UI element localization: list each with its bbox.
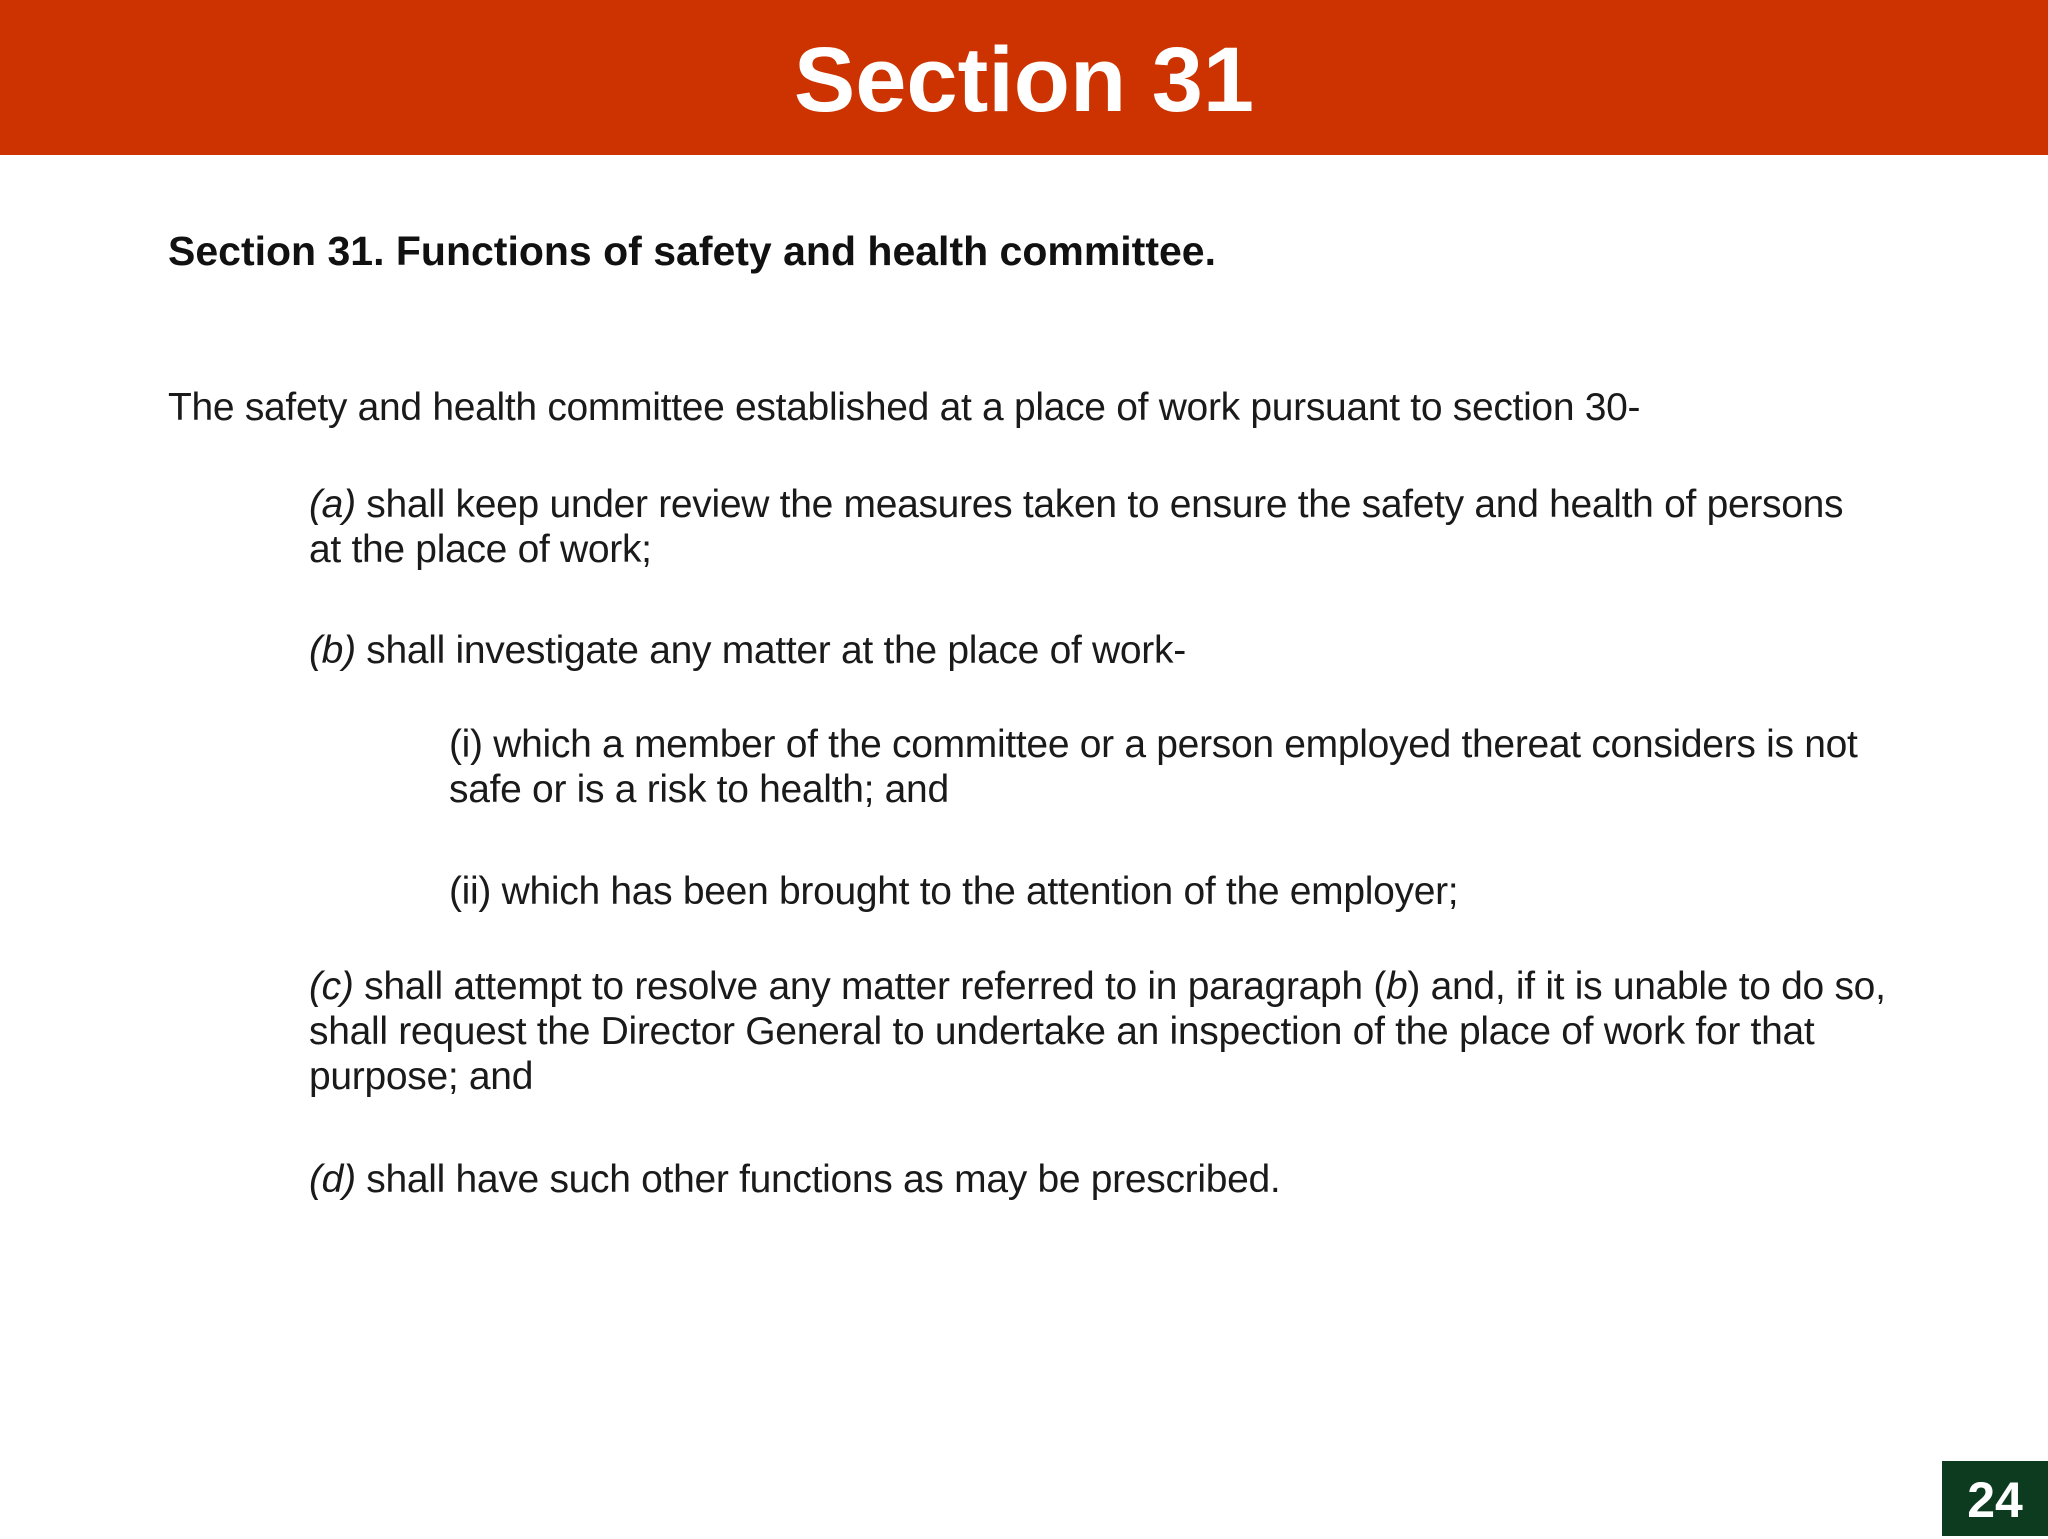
clause-text: shall investigate any matter at the place of work-	[355, 629, 1186, 672]
subclause-i	[449, 722, 1899, 812]
clause-label: (b)	[309, 629, 356, 672]
clause-a	[309, 482, 1869, 572]
paragraph-reference: b	[1386, 965, 1408, 1008]
clause-text: shall have such other functions as may be prescribed.	[355, 1158, 1281, 1201]
clause-d	[309, 1157, 1869, 1202]
clause-text: ) and, if it is unable to do so, shall request the Director General to undertake an inspection of the place of work for that purpose; and	[309, 965, 1886, 1098]
clause-b	[309, 628, 1869, 673]
subclause-ii	[449, 869, 1899, 914]
intro-paragraph: The safety and health committee established at a place of work pursuant to section 30-	[168, 386, 1641, 429]
clause-label: (d)	[309, 1158, 356, 1201]
clause-label: (i)	[449, 723, 483, 766]
clause-label: (ii)	[449, 870, 492, 913]
clause-label: (c)	[309, 965, 354, 1008]
page-number-badge: 24	[1942, 1461, 2048, 1536]
clause-text: which has been brought to the attention of the employer;	[491, 870, 1459, 913]
clause-text: shall attempt to resolve any matter referred to in paragraph (	[353, 965, 1387, 1008]
clause-text: shall keep under review the measures taken to ensure the safety and health of persons at the place of work;	[309, 483, 1844, 571]
slide-title: Section 31	[793, 29, 1255, 131]
clause-text: which a member of the committee or a person employed thereat considers is not safe or is a risk to health; and	[449, 723, 1858, 811]
clause-label: (a)	[309, 483, 356, 526]
clause-c	[309, 964, 1889, 1099]
section-heading: Section 31. Functions of safety and health committee.	[168, 228, 1216, 274]
